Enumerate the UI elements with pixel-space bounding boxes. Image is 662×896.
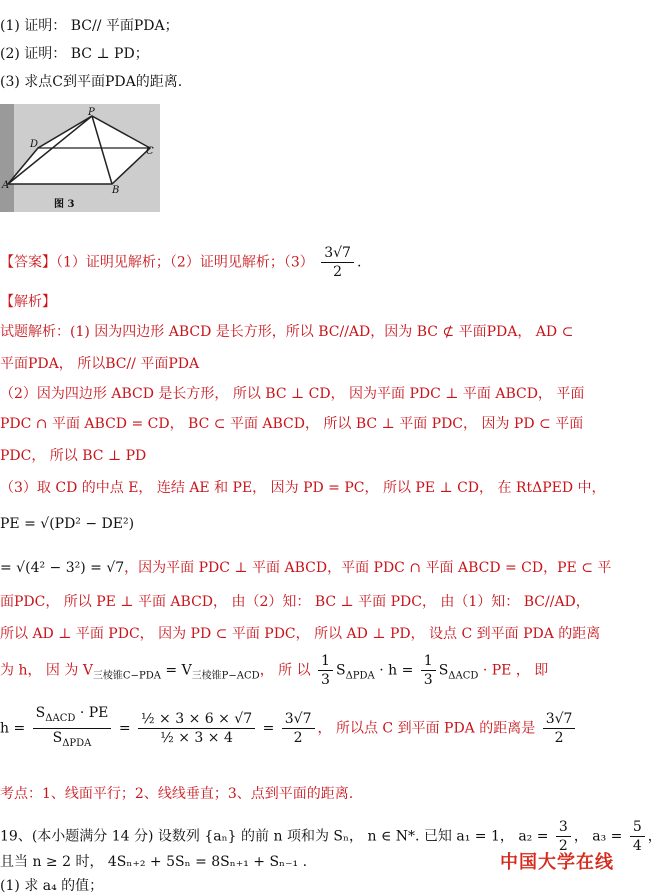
q19-a3-den: 4 [632, 838, 642, 854]
line12-frac-1-num [33, 704, 112, 729]
analysis-line-7: PE = √(PD² − DE²) [0, 516, 135, 532]
analysis-tag: 【解析】 [0, 294, 56, 310]
analysis-line-4: PDC ∩ 平面 ABCD = CD， BC ⊂ 平面 ABCD， 所以 BC ⊥ 平面 PDC， 因为 PD ⊂ 平面 [0, 416, 584, 432]
l12n1sub: ΔACD [45, 712, 76, 724]
line12-eq-1: = [114, 720, 136, 737]
analysis-line-8 [0, 558, 611, 578]
line11-sub3: ΔPDA [345, 670, 375, 682]
line11-third-1 [318, 652, 333, 689]
analysis-line-10: 所以 AD ⊥ 平面 PDC， 因为 PD ⊂ 平面 PDC， 所以 AD ⊥ PD， 设点 C 到平面 PDA 的距离 [0, 626, 601, 642]
line12-frac-2-num: ½ × 3 × 6 × √7 [138, 710, 255, 729]
question-part-1: (1) 证明： BC// 平面PDA； [0, 18, 179, 34]
line11-b: = V [160, 662, 192, 679]
l12n1: S [35, 705, 46, 721]
question-part-2: (2) 证明： BC ⊥ PD； [0, 46, 149, 62]
line11-d: S [335, 662, 346, 679]
question-part-3: (3) 求点C到平面PDA的距离. [0, 74, 183, 90]
q19-line-1-text: 19、(本小题满分 14 分) 设数列 {aₙ} 的前 n 项和为 Sₙ， n ∈ N*. 已知 a₁ = 1， a₂ = [0, 828, 553, 845]
answer-frac-num: 3√7 [321, 244, 354, 263]
analysis-keypoints: 考点：1、线面平行；2、线线垂直；3、点到平面的距离. [0, 786, 354, 802]
third-1-den: 3 [321, 672, 330, 688]
line12-eq-2: = [258, 720, 279, 737]
line12-frac-4-den: 2 [554, 729, 564, 746]
label-p: P [88, 107, 95, 118]
line12-frac-3-num: 3√7 [282, 710, 315, 729]
label-a: A [2, 180, 10, 191]
analysis-line-12 [0, 704, 578, 753]
line12-frac-2 [138, 710, 255, 747]
third-2-den: 3 [423, 672, 433, 688]
analysis-line-3: （2）因为四边形 ABCD 是长方形， 所以 BC ⊥ CD， 因为平面 PDC ⊥ 平面 ABCD， 平面 [0, 386, 585, 402]
analysis-line-6: （3）取 CD 的中点 E， 连结 AE 和 PE， 因为 PD = PC， 所以 PE ⊥ CD， 在 RtΔPED 中， [0, 480, 606, 496]
q19-line-1-b: ， a₃ = [573, 828, 627, 845]
answer-line [0, 244, 361, 281]
third-1-num: 1 [318, 652, 333, 671]
line11-f: S [438, 662, 449, 679]
line11-sub2: 三棱锥P−ACD [191, 670, 260, 682]
q19-line-2: 且当 n ≥ 2 时， 4Sₙ₊₂ + 5Sₙ = 8Sₙ₊₁ + Sₙ₋₁ . [0, 854, 308, 870]
analysis-line-8-formula: = √(4² − 3²) = √7 [0, 560, 125, 576]
answer-text: （1）证明见解析；（2）证明见解析；（3） [56, 254, 314, 271]
label-d: D [30, 139, 39, 150]
q19-a2-num: 3 [556, 818, 571, 837]
third-2-num: 1 [421, 652, 436, 671]
line11-c: ， 所 以 [259, 662, 316, 679]
l12d1sub: ΔPDA [62, 737, 92, 749]
label-b: B [112, 185, 120, 196]
l12n1b: · PE [75, 705, 109, 721]
q19-line-1-c: ， [647, 828, 662, 845]
l12d1: S [52, 729, 63, 746]
line12-frac-4-num: 3√7 [543, 710, 576, 729]
line12-frac-3-den: 2 [293, 729, 303, 746]
q19-a2-den: 2 [558, 838, 568, 854]
answer-end: . [356, 254, 362, 271]
analysis-line-8-text: ，因为平面 PDC ⊥ 平面 ABCD，平面 PDC ∩ 平面 ABCD = CD，PE ⊂ 平 [124, 560, 612, 576]
line12-frac-4 [543, 710, 576, 747]
analysis-line-5: PDC， 所以 BC ⊥ PD [0, 448, 147, 464]
figure-caption: 图 3 [54, 199, 75, 210]
line12-frac-1 [33, 704, 112, 753]
answer-fraction [321, 244, 354, 281]
answer-tag: 【答案】 [0, 254, 56, 271]
analysis-line-1: 试题解析：(1) 因为四边形 ABCD 是长方形，所以 BC//AD，因为 BC ⊄ 平面PDA， AD ⊂ [0, 324, 574, 340]
line12-frac-3 [282, 710, 315, 747]
line11-sub1: 三棱锥C−PDA [92, 670, 161, 682]
analysis-line-11 [0, 652, 548, 689]
q19-a3-num: 5 [630, 818, 645, 837]
label-c: C [146, 146, 154, 157]
line12-frac-1-den [33, 729, 112, 753]
line12-text: ， 所以点 C 到平面 PDA 的距离是 [317, 720, 540, 737]
answer-frac-den: 2 [333, 264, 343, 280]
geometry-figure [0, 104, 160, 212]
analysis-line-9: 面PDC， 所以 PE ⊥ 平面 ABCD， 由（2）知： BC ⊥ 平面 PDC， 由（1）知： BC//AD， [0, 594, 590, 610]
line12-h: h = [0, 720, 30, 737]
q19-a3-frac [630, 818, 645, 855]
analysis-line-2: 平面PDA， 所以BC// 平面PDA [0, 356, 200, 372]
line11-a: 为 h， 因 为 V [0, 662, 93, 679]
q19-line-3: (1) 求 a₄ 的值； [0, 878, 104, 894]
line11-third-2 [421, 652, 436, 689]
line11-e: · h = [374, 662, 418, 679]
line11-g: · PE ， 即 [478, 662, 549, 679]
brand-watermark: 中国大学在线 [500, 852, 614, 873]
line11-sub4: ΔACD [448, 670, 479, 682]
line12-frac-2-den: ½ × 3 × 4 [160, 729, 233, 746]
